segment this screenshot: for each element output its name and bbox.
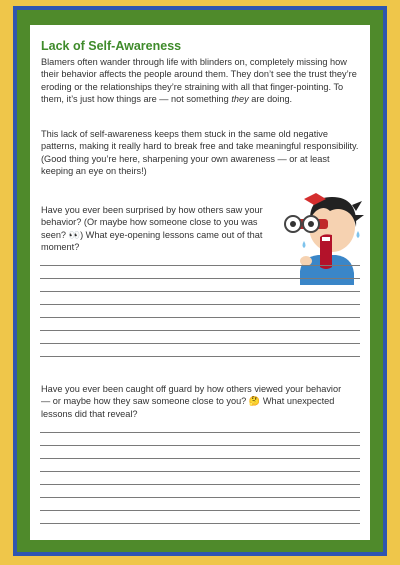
intro-paragraph [41,56,361,105]
answer-line[interactable] [40,497,360,498]
answer-line[interactable] [40,265,360,266]
answer-line[interactable] [40,471,360,472]
answer-line[interactable] [40,523,360,524]
thinking-face-emoji-icon: 🤔 [248,396,261,407]
answer-line[interactable] [40,278,360,279]
question-2-text: Have you ever been caught off guard by how others viewed your behavior — or maybe how they saw someone close to you? [41,384,342,407]
question-1 [41,204,266,253]
answer-line[interactable] [40,304,360,305]
answer-line[interactable] [40,510,360,511]
section-title: Lack of Self-Awareness [41,39,182,53]
worksheet-page [30,25,370,540]
second-paragraph: This lack of self-awareness keeps them stuck in the same old negative patterns, making it really hard to break free and take meaningful responsibility. (Good thing you’re here, sharpening your own awareness — or at least keeping an eye on theirs!) [41,129,359,176]
surprised-person-with-binoculars-icon [266,175,366,285]
answer-line[interactable] [40,343,360,344]
intro-text-end: are doing. [248,93,293,104]
answer-line[interactable] [40,445,360,446]
question-1-text-end: ) What eye-opening lessons came out of that moment? [41,229,263,252]
answer-line[interactable] [40,432,360,433]
answer-line[interactable] [40,291,360,292]
answer-line[interactable] [40,317,360,318]
question-2-text-end: What unexpected lessons did that reveal? [41,396,335,419]
intro-emphasis: they [231,93,249,104]
answer-line[interactable] [40,484,360,485]
question-1-text: Have you ever been surprised by how others saw your behavior? (Or maybe how someone close to you was seen? [41,205,263,240]
intro-text: Blamers often wander through life with blinders on, completely missing how their behavior affects the people around them. They don’t see the trust they’re eroding or the relationships they’re straining with all that finger-pointing. To them, it’s just how things are — not something [41,57,357,104]
answer-line[interactable] [40,356,360,357]
answer-line[interactable] [40,330,360,331]
eyes-emoji-icon: 👀 [68,229,81,240]
question-2 [41,383,351,420]
answer-line[interactable] [40,458,360,459]
